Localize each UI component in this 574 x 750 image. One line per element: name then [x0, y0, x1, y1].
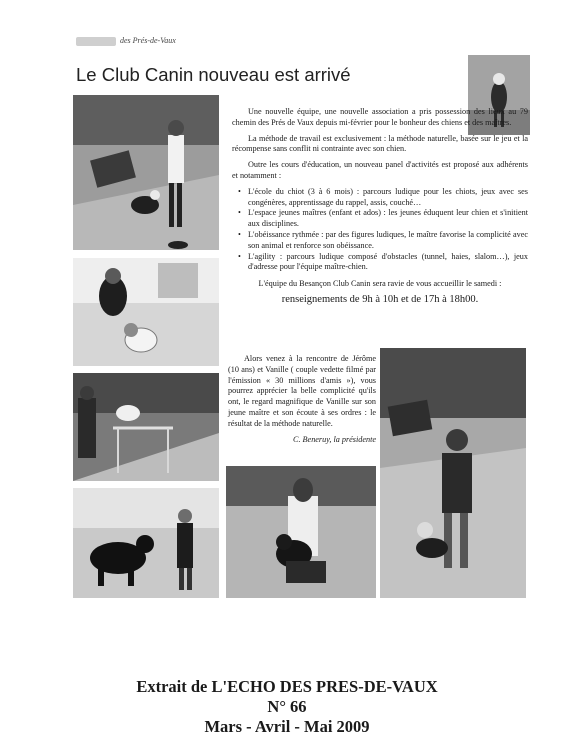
signature: C. Beneruy, la présidente: [293, 434, 376, 444]
header-text: des Prés-de-Vaux: [120, 36, 176, 45]
article-body-bottom: [228, 354, 376, 450]
photo-newfoundland: [73, 488, 219, 598]
footer-issue-number: N° 66: [267, 697, 307, 716]
list-item: • L'agility : parcours ludique composé d'obstacles (tunnel, haies, slalom…), jeux d'adresse pour l'équipe maître-chien.: [248, 252, 528, 274]
list-item: • L'obéissance rythmée : par des figures ludiques, le maître favorise la complicité avec son animal et renforce son obéissance.: [248, 230, 528, 252]
photo-girl-with-puppy: [226, 466, 376, 598]
activities-list: [232, 187, 528, 273]
article-title: Le Club Canin nouveau est arrivé: [76, 64, 351, 85]
article-body-top: [232, 107, 528, 311]
closing-paragraph: Alors venez à la rencontre de Jérôme (10 ans) et Vanille ( couple vedette filmé par l'émission « 30 millions d'amis »), vous pourrez apprécier la belle complicité qu'ils ont, le regard magnifique de Vanille sur son jeune maître et son écoute à ses ordres : le résultat de la méthode naturelle.: [228, 354, 376, 428]
photo-agility-jump: [73, 373, 219, 481]
footer-date: Mars - Avril - Mai 2009: [204, 717, 370, 736]
method-paragraph: La méthode de travail est exclusivement : la méthode naturelle, basée sur le jeu et la récompense sans conflit ni contrainte avec son chien.: [232, 133, 528, 154]
photo-boy-with-dog: [380, 348, 526, 598]
photo-indoor-puppy: [73, 258, 219, 366]
list-item: • L'école du chiot (3 à 6 mois) : parcours ludique pour les chiots, jeux avec ses congénères, apprentissage du rappel, assis, couché…: [248, 187, 528, 209]
footer-source: Extrait de L'ECHO DES PRES-DE-VAUX: [136, 677, 438, 696]
running-header: [76, 36, 176, 46]
welcome-text: L'équipe du Besançon Club Canin sera ravie de vous accueillir le samedi :: [258, 279, 502, 289]
footer: [0, 677, 574, 737]
newsletter-logo: [76, 37, 116, 46]
opening-hours: renseignements de 9h à 10h et de 17h à 18h00.: [281, 293, 479, 305]
list-item: • L'espace jeunes maîtres (enfant et ados) : les jeunes éduquent leur chien et s'initient aux disciplines.: [248, 208, 528, 230]
activities-intro: Outre les cours d'éducation, un nouveau panel d'activités est proposé aux adhérents et notamment :: [232, 160, 528, 180]
photo-agility-child: [73, 95, 219, 250]
intro-paragraph: Une nouvelle équipe, une nouvelle association a pris possession des lieux au 79 chemin des Prés de Vaux depuis mi-février pour le bonheur des chiens et des maîtres.: [232, 107, 528, 127]
